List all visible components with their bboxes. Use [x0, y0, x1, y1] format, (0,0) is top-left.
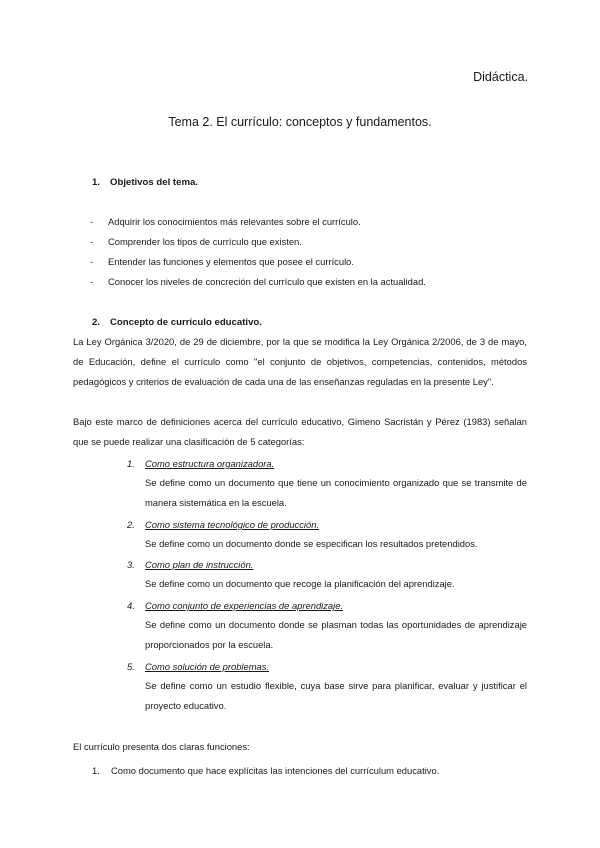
category-label: Como plan de instrucción.: [145, 559, 254, 570]
category-label: Como sistema tecnológico de producción.: [145, 519, 320, 530]
category-number: 4.: [127, 600, 135, 611]
category-title: [127, 519, 319, 530]
category-description: Se define como un estudio flexible, cuya base sirve para planificar, evaluar y justificar el proyecto educativo.: [145, 680, 527, 711]
objective-item: [90, 276, 426, 287]
bullet-dash: -: [90, 236, 94, 247]
bullet-dash: -: [90, 216, 94, 227]
section-2-number: 2.: [92, 317, 101, 328]
category-number: 2.: [127, 519, 135, 530]
functions-intro: El currículo presenta dos claras funciones:: [73, 741, 250, 752]
category-label: Como conjunto de experiencias de aprendizaje.: [145, 600, 344, 611]
law-definition-paragraph: La Ley Orgánica 3/2020, de 29 de diciembre, por la que se modifica la Ley Orgánica 2/2006, de 3 de mayo, de Educación, define el currículo como "el conjunto de objetivos, competencias, contenidos, métodos pedagógicos y criterios de evaluación de cada una de las enseñanzas reguladas en la presente Ley".: [73, 336, 527, 387]
category-description: Se define como un documento que tiene un conocimiento organizado que se transmite de manera sistemática en la escuela.: [145, 477, 527, 508]
objective-text: Conocer los niveles de concreción del currículo que existen en la actualidad.: [108, 276, 426, 287]
category-number: 1.: [127, 458, 135, 469]
bullet-dash: -: [90, 256, 94, 267]
category-number: 3.: [127, 559, 135, 570]
header-subject: Didáctica.: [473, 70, 528, 84]
bullet-dash: -: [90, 276, 94, 287]
function-text: Como documento que hace explícitas las intenciones del currículum educativo.: [111, 765, 440, 776]
function-number: 1.: [92, 765, 100, 776]
category-number: 5.: [127, 661, 135, 672]
category-title: [127, 559, 253, 570]
category-description: Se define como un documento donde se especifican los resultados pretendidos.: [145, 538, 478, 549]
section-1-title: Objetivos del tema.: [110, 177, 198, 188]
category-description: Se define como un documento que recoge la planificación del aprendizaje.: [145, 578, 455, 589]
page-title: Tema 2. El currículo: conceptos y fundamentos.: [168, 115, 432, 129]
objective-text: Adquirir los conocimientos más relevantes sobre el currículo.: [108, 216, 361, 227]
objective-item: [90, 216, 361, 227]
section-1-heading: [92, 177, 198, 188]
category-title: [127, 458, 274, 469]
objective-item: [90, 256, 354, 267]
category-label: Como solución de problemas.: [145, 661, 270, 672]
objective-text: Comprender los tipos de currículo que existen.: [108, 236, 302, 247]
category-label: Como estructura organizadora.: [145, 458, 275, 469]
category-title: [127, 661, 269, 672]
section-2-heading: [92, 317, 262, 328]
category-title: [127, 600, 343, 611]
classification-intro-paragraph: Bajo este marco de definiciones acerca del currículo educativo, Gimeno Sacristán y Pérez (1983) señalan que se puede realizar una clasificación de 5 categorías:: [73, 416, 527, 447]
objective-text: Entender las funciones y elementos que posee el currículo.: [108, 256, 354, 267]
objective-item: [90, 236, 302, 247]
function-item: [92, 765, 439, 776]
section-2-title: Concepto de currículo educativo.: [110, 317, 262, 328]
section-1-number: 1.: [92, 177, 101, 188]
category-description: Se define como un documento donde se plasman todas las oportunidades de aprendizaje proporcionados por la escuela.: [145, 619, 527, 650]
